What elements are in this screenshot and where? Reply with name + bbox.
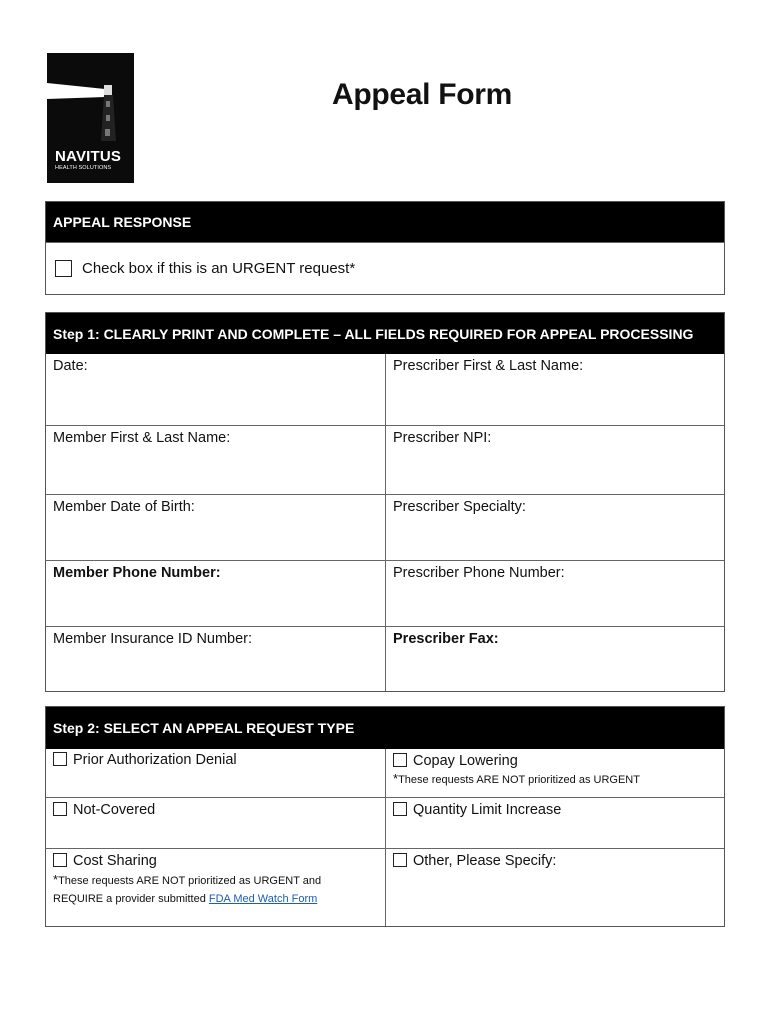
prescriber-fax-field[interactable]: Prescriber Fax: [393,631,499,647]
fda-medwatch-link[interactable]: FDA Med Watch Form [208,893,318,905]
not-covered-checkbox[interactable] [53,802,67,816]
copay-label: Copay Lowering [413,753,518,769]
table-row [46,797,724,848]
member-dob-field[interactable]: Member Date of Birth: [46,495,386,560]
urgent-checkbox[interactable] [55,260,72,277]
table-row [46,749,724,797]
appeal-response-section [45,201,725,295]
prescriber-phone-field[interactable]: Prescriber Phone Number: [393,565,565,581]
table-row [46,425,724,494]
step1-header: Step 1: CLEARLY PRINT AND COMPLETE – ALL FIELDS REQUIRED FOR APPEAL PROCESSING [46,313,724,354]
quantity-checkbox[interactable] [393,802,407,816]
table-row [46,560,724,626]
appeal-response-header: APPEAL RESPONSE [46,202,724,242]
date-field[interactable]: Date: [46,354,386,425]
member-insurance-id-field[interactable]: Member Insurance ID Number: [46,627,386,691]
prescriber-npi-field[interactable]: Prescriber NPI: [393,430,492,446]
prior-auth-option[interactable] [46,749,386,797]
quantity-option[interactable] [386,798,724,848]
prescriber-name-field[interactable]: Prescriber First & Last Name: [393,358,584,374]
other-checkbox[interactable] [393,853,407,867]
step2-header: Step 2: SELECT AN APPEAL REQUEST TYPE [46,707,724,749]
step2-section [45,706,725,927]
urgent-label: Check box if this is an URGENT request* [82,260,356,277]
member-phone-field[interactable]: Member Phone Number: [46,561,386,626]
cost-sharing-checkbox[interactable] [53,853,67,867]
prescriber-specialty-field[interactable]: Prescriber Specialty: [393,499,526,515]
prior-auth-label: Prior Authorization Denial [73,752,237,768]
cost-sharing-option[interactable] [46,849,386,926]
urgent-row [46,242,724,294]
page-title: Appeal Form [332,78,513,111]
table-row [46,848,724,926]
step1-section [45,312,725,692]
cost-sharing-note: *These requests ARE NOT prioritized as URGENT and REQUIRE a provider submitted FDA Med Watch Form [53,872,322,905]
copay-checkbox[interactable] [393,753,407,767]
copay-note: *These requests ARE NOT prioritized as URGENT [393,771,640,786]
copay-option[interactable] [386,749,724,797]
not-covered-label: Not-Covered [73,802,156,818]
other-option[interactable] [386,849,724,926]
not-covered-option[interactable] [46,798,386,848]
table-row [46,626,724,691]
cost-sharing-label: Cost Sharing [73,853,157,869]
table-row [46,354,724,425]
logo-brand: NAVITUS [55,148,122,165]
navitus-logo [47,53,134,183]
table-row [46,494,724,560]
other-label: Other, Please Specify: [413,853,557,869]
prior-auth-checkbox[interactable] [53,752,67,766]
member-name-field[interactable]: Member First & Last Name: [46,426,386,494]
quantity-label: Quantity Limit Increase [413,802,562,818]
logo-subtitle: HEALTH SOLUTIONS [55,165,112,171]
